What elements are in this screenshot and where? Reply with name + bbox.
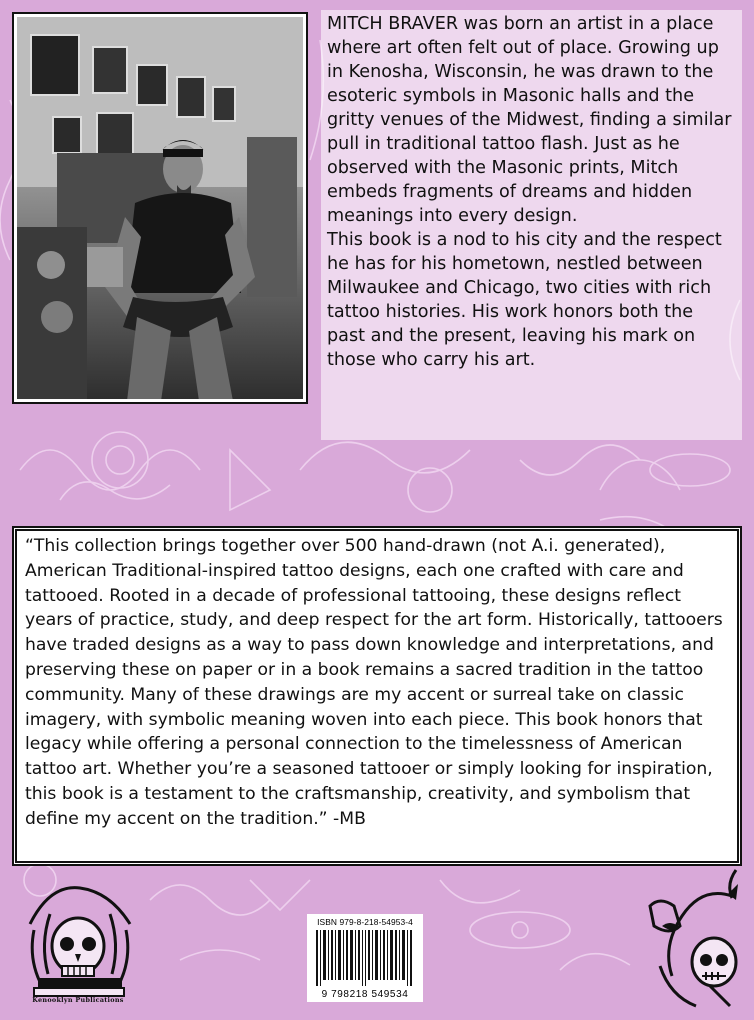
bio-paragraph-2: This book is a nod to his city and the respect he has for his hometown, nestled between Milwaukee and Chicago, two cities with rich tattoo histories. His work honors both the past and the present, leaving his mark on those who carry his art. <box>327 230 722 370</box>
author-bio <box>321 10 742 440</box>
artist-portrait-photo <box>17 17 303 399</box>
author-quote-box <box>12 526 742 866</box>
isbn-barcode <box>307 914 423 1002</box>
barcode-icon <box>316 930 414 986</box>
artist-photo <box>12 12 308 404</box>
skull-on-books-icon <box>20 884 140 1014</box>
author-quote: “This collection brings together over 500 hand-drawn (not A.i. generated), American Traditional-inspired tattoo designs, each one crafted with care and tattooed. Rooted in a decade of professional tattooing, these designs reflect years of practice, study, and deep respect for the art form. Historically, tattooers have traded designs as a way to pass down knowledge and interpretations, and preserving these on paper or in a book remains a sacred tradition in the tattoo community. Many of these drawings are my accent or surreal take on classic imagery, with symbolic meaning woven into each piece. This book honors that legacy while offering a personal connection to the timelessness of American tattoo art. Whether you’re a seasoned tattooer or simply looking for inspiration, this book is a testament to the craftsmanship, creativity, and symbolism that define my accent on the tradition.” -MB <box>25 536 723 829</box>
skeleton-with-bird-icon <box>640 866 744 1012</box>
isbn-digits: 9 798218 549534 <box>321 989 409 1000</box>
publisher-name: Kenooklyn Publications <box>32 996 124 1004</box>
bio-paragraph-1: MITCH BRAVER was born an artist in a place where art often felt out of place. Growing up in Kenosha, Wisconsin, he was drawn to the esoteric symbols in Masonic halls and the gritty venues of the Midwest, finding a similar pull in traditional tattoo flash. Just as he observed with the Masonic prints, Mitch embeds fragments of dreams and hidden meanings into every design. <box>327 14 732 226</box>
isbn-label: ISBN 979-8-218-54953-4 <box>317 917 413 927</box>
